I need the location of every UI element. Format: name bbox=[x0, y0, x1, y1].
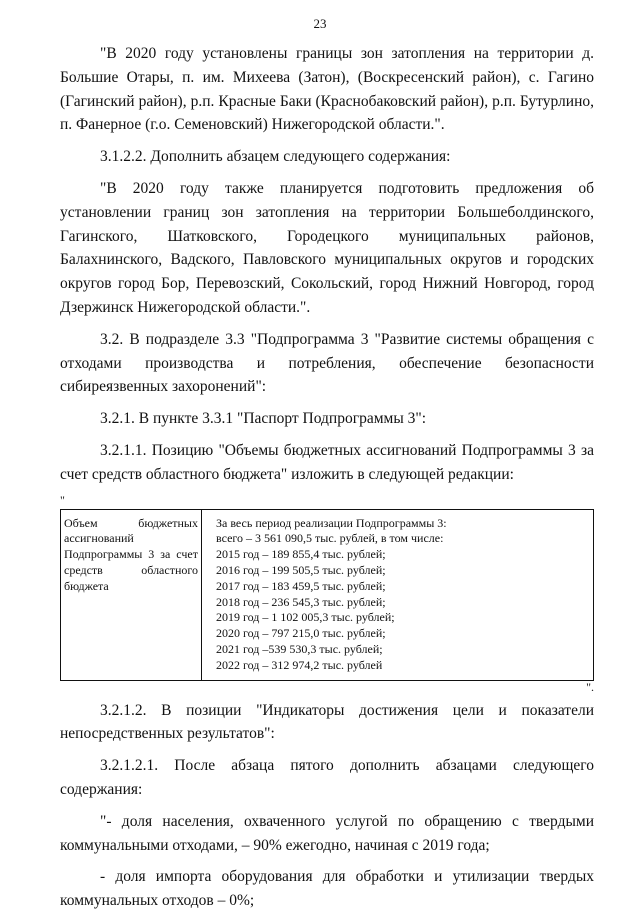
budget-line: За весь период реализации Подпрограммы 3: bbox=[216, 515, 447, 530]
paragraph-3-2-1-1: 3.2.1.1. Позицию "Объемы бюджетных ассигнований Подпрограммы 3 за счет средств областного бюджета" изложить в следующей редакции: bbox=[60, 441, 594, 483]
budget-line: 2018 год – 236 545,3 тыс. рублей; bbox=[216, 594, 386, 609]
budget-line: 2016 год – 199 505,5 тыс. рублей; bbox=[216, 562, 386, 577]
closing-quote-mark: ". bbox=[586, 679, 594, 694]
paragraph-3-2-1-2: 3.2.1.2. В позиции "Индикаторы достижения цели и показатели непосредственных результатов": bbox=[60, 701, 594, 743]
budget-label-cell: Объем бюджетных ассигнований Подпрограммы 3 за счет средств областного бюджета bbox=[61, 509, 202, 680]
paragraph-3-2: 3.2. В подразделе 3.3 "Подпрограмма 3 "Развитие системы обращения с отходами производства и потребления, обеспечение безопасности сибиреязвенных захоронений": bbox=[60, 330, 594, 396]
paragraph-3-2-1: 3.2.1. В пункте 3.3.1 "Паспорт Подпрограммы 3": bbox=[100, 410, 427, 428]
document-body bbox=[60, 42, 594, 921]
budget-line: всего – 3 561 090,5 тыс. рублей, в том числе: bbox=[216, 531, 444, 546]
paragraph-3-1-2-2: 3.1.2.2. Дополнить абзацем следующего содержания: bbox=[100, 148, 451, 166]
budget-values-cell bbox=[202, 509, 594, 680]
budget-line: 2015 год – 189 855,4 тыс. рублей; bbox=[216, 547, 386, 562]
budget-line: 2019 год – 1 102 005,3 тыс. рублей; bbox=[216, 610, 395, 625]
page-number: 23 bbox=[313, 16, 327, 31]
paragraph-flood-zones-2020: "В 2020 году установлены границы зон затопления на территории д. Большие Отары, п. им. Михеева (Затон), (Воскресенский район), с. Гагино (Гагинский район), р.п. Красные Баки (Краснобаковский район), р.п. Бутурлино, п. Фанерное (г.о. Семеновский) Нижегородской области.". bbox=[60, 45, 594, 134]
opening-quote-mark: " bbox=[60, 492, 65, 507]
budget-table bbox=[60, 509, 594, 681]
paragraph-population-share: "- доля населения, охваченного услугой по обращению с твердыми коммунальными отходами, – 90% ежегодно, начиная с 2019 года; bbox=[60, 812, 594, 854]
table-row bbox=[61, 509, 594, 680]
paragraph-import-share: - доля импорта оборудования для обработки и утилизации твердых коммунальных отходов – 0%; bbox=[60, 868, 594, 910]
budget-line: 2020 год – 797 215,0 тыс. рублей; bbox=[216, 626, 386, 641]
budget-line: 2022 год – 312 974,2 тыс. рублей bbox=[216, 657, 383, 672]
budget-line: 2021 год –539 530,3 тыс. рублей; bbox=[216, 641, 383, 656]
paragraph-3-2-1-2-1: 3.2.1.2.1. После абзаца пятого дополнить абзацами следующего содержания: bbox=[60, 757, 594, 798]
budget-line: 2017 год – 183 459,5 тыс. рублей; bbox=[216, 578, 386, 593]
paragraph-flood-zones-plan: "В 2020 году также планируется подготовить предложения об установлении границ зон затопления на территории Большеболдинского, Гагинского, Шатковского, Городецкого муниципальных районов, Балахнинского, Вадского, Павловского муниципальных округов и городских округов город Бор, Перевозский, Сокольский, город Нижний Новгород, город Дзержинск Нижегородской области.". bbox=[60, 179, 594, 316]
